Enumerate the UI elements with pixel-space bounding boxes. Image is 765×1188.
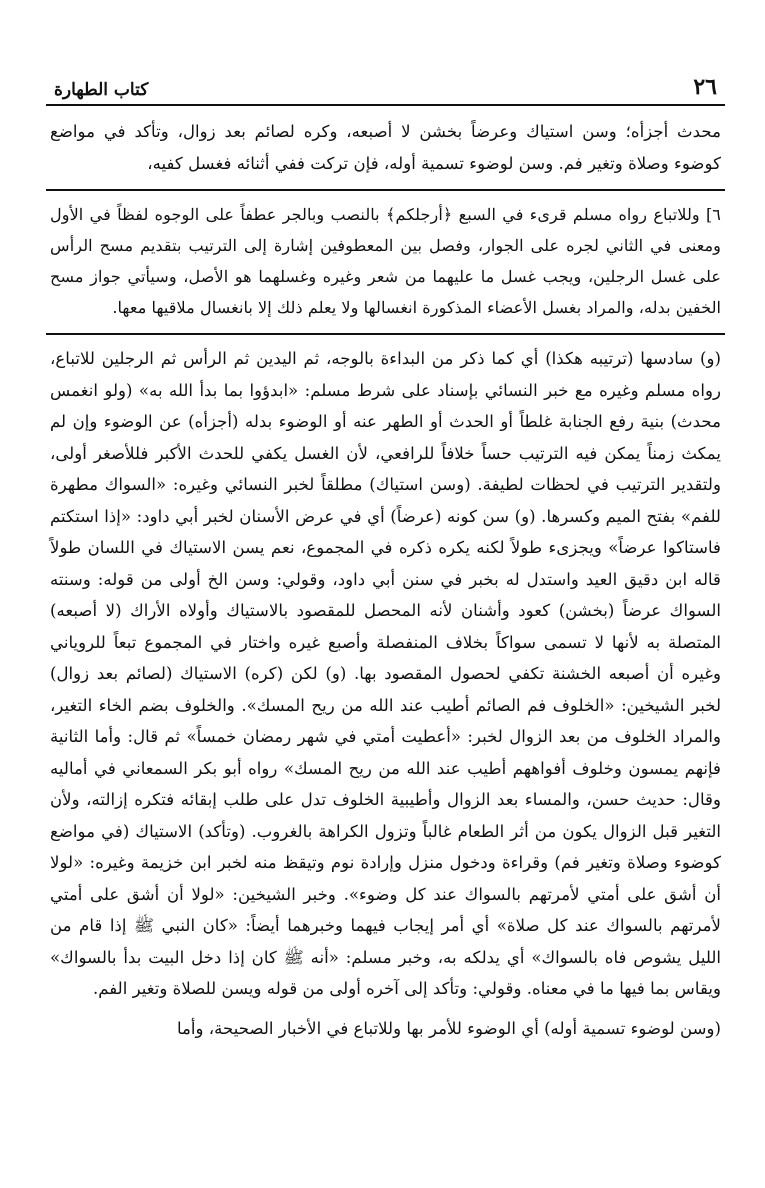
footnote-text: ٦] وللاتباع رواه مسلم قرىء في السبع ﴿أرجلكم﴾ بالنصب وبالجر عطفاً على الوجوه لفظاً في الأول ومعنى في الثاني لجره على الجوار، وفصل بين المعطوفين إشارة إلى الترتيب بتقديم مسح الرأس على غسل الرجلين، ويجب غسل ما عليهما من شعر وغيره وغسلهما هو الأصل، وسيأتي جواز مسح الخفين بدله، والمراد بغسل الأعضاء المذكورة انغسالها ولا يعلم ذلك إلا بانغسال ملاقيها معها. xyxy=(50,205,721,317)
book-title: كتاب الطهارة xyxy=(54,80,149,100)
commentary-divider xyxy=(46,333,725,335)
commentary-paragraph-2: (وسن لوضوء تسمية أوله) أي الوضوء للأمر بها وللاتباع في الأخبار الصحيحة، وأما xyxy=(176,1018,721,1038)
matn-text: محدث أجزأه؛ وسن استياك وعرضاً بخشن لا أصبعه، وكره لصائم بعد زوال، وتأكد في مواضع كوضوء وصلاة وتغير فم. وسن لوضوء تسمية أوله، فإن تركت ففي أثنائه فغسل كفيه، xyxy=(50,122,721,173)
footnote-divider xyxy=(46,189,725,191)
page-number: ٢٦ xyxy=(693,74,717,100)
commentary xyxy=(46,343,725,1044)
commentary-paragraph-1: (و) سادسها (ترتيبه هكذا) أي كما ذكر من البداءة بالوجه، ثم اليدين ثم الرأس ثم الرجلين للاتباع، رواه مسلم وغيره مع خبر النسائي بإسناد على شرط مسلم: «ابدؤوا بما بدأ الله به» (ولو انغمس محدث) بنية رفع الجنابة غلطاً أو الحدث أو الطهر عنه أو الوضوء بدله (أجزأه) عن الوضوء وإن لم يمكث زمناً يمكن فيه الترتيب حساً خلافاً للرافعي، لأن الغسل يكفي للحدث الأكبر فللأصغر أولى، ولتقدير الترتيب في لحظات لطيفة. (وسن استياك) مطلقاً لخبر النسائي وغيره: «السواك مطهرة للفم» بفتح الميم وكسرها. (و) سن كونه (عرضاً) أي في عرض الأسنان لخبر أبي داود: «إذا استكتم فاستاكوا عرضاً» ويجزىء طولاً لكنه يكره ذكره في المجموع، نعم يسن الاستياك في اللسان طولاً قاله ابن دقيق العيد واستدل له بخبر في سنن أبي داود، وقولي: وسن الخ أولى من قوله: وسنته السواك عرضاً (بخشن) كعود وأشنان لأنه المحصل للمقصود بالاستياك وأولاه الأراك (لا أصبعه) المتصلة به لأنها لا تسمى سواكاً بخلاف المنفصلة وأصبع غيره واختار في المجموع تبعاً للروياني وغيره أن أصبعه الخشنة تكفي لحصول المقصود بها. (و) لكن (كره) الاستياك (لصائم بعد زوال) لخبر الشيخين: «الخلوف فم الصائم أطيب عند الله من ريح المسك». والخلوف بضم الخاء التغير، والمراد الخلوف من بعد الزوال لخبر: «أعطيت أمتي في شهر رمضان خمساً» ثم قال: وأما الثانية فإنهم يمسون وخلوف أفواههم أطيب عند الله من ريح المسك» رواه أبو بكر السمعاني في أماليه وقال: حديث حسن، والمساء بعد الزوال وأطيبية الخلوف تدل على طلب إبقائه فتكره إزالته، ولأن التغير قبل الزوال يكون من أثر الطعام غالباً وتزول الكراهة بالغروب. (وتأكد) الاستياك (في مواضع كوضوء وصلاة وتغير فم) وقراءة ودخول منزل وإرادة نوم وتيقظ منه لخبر ابن خزيمة وغيره: «لولا أن أشق على أمتي لأمرتهم بالسواك عند كل وضوء». وخبر الشيخين: «لولا أن أشق على أمتي لأمرتهم بالسواك عند كل صلاة» أي أمر إيجاب فيهما وخبرهما أيضاً: «كان النبي ﷺ إذا قام من الليل يشوص فاه بالسواك» أي يدلكه به، وخبر مسلم: «أنه ﷺ كان إذا دخل البيت بدأ بالسواك» ويقاس بما فيها ما في معناه. وقولي: وتأكد إلى آخره أولى من قوله ويسن للصلاة وتغير الفم. xyxy=(50,349,721,998)
page-header xyxy=(46,72,725,106)
